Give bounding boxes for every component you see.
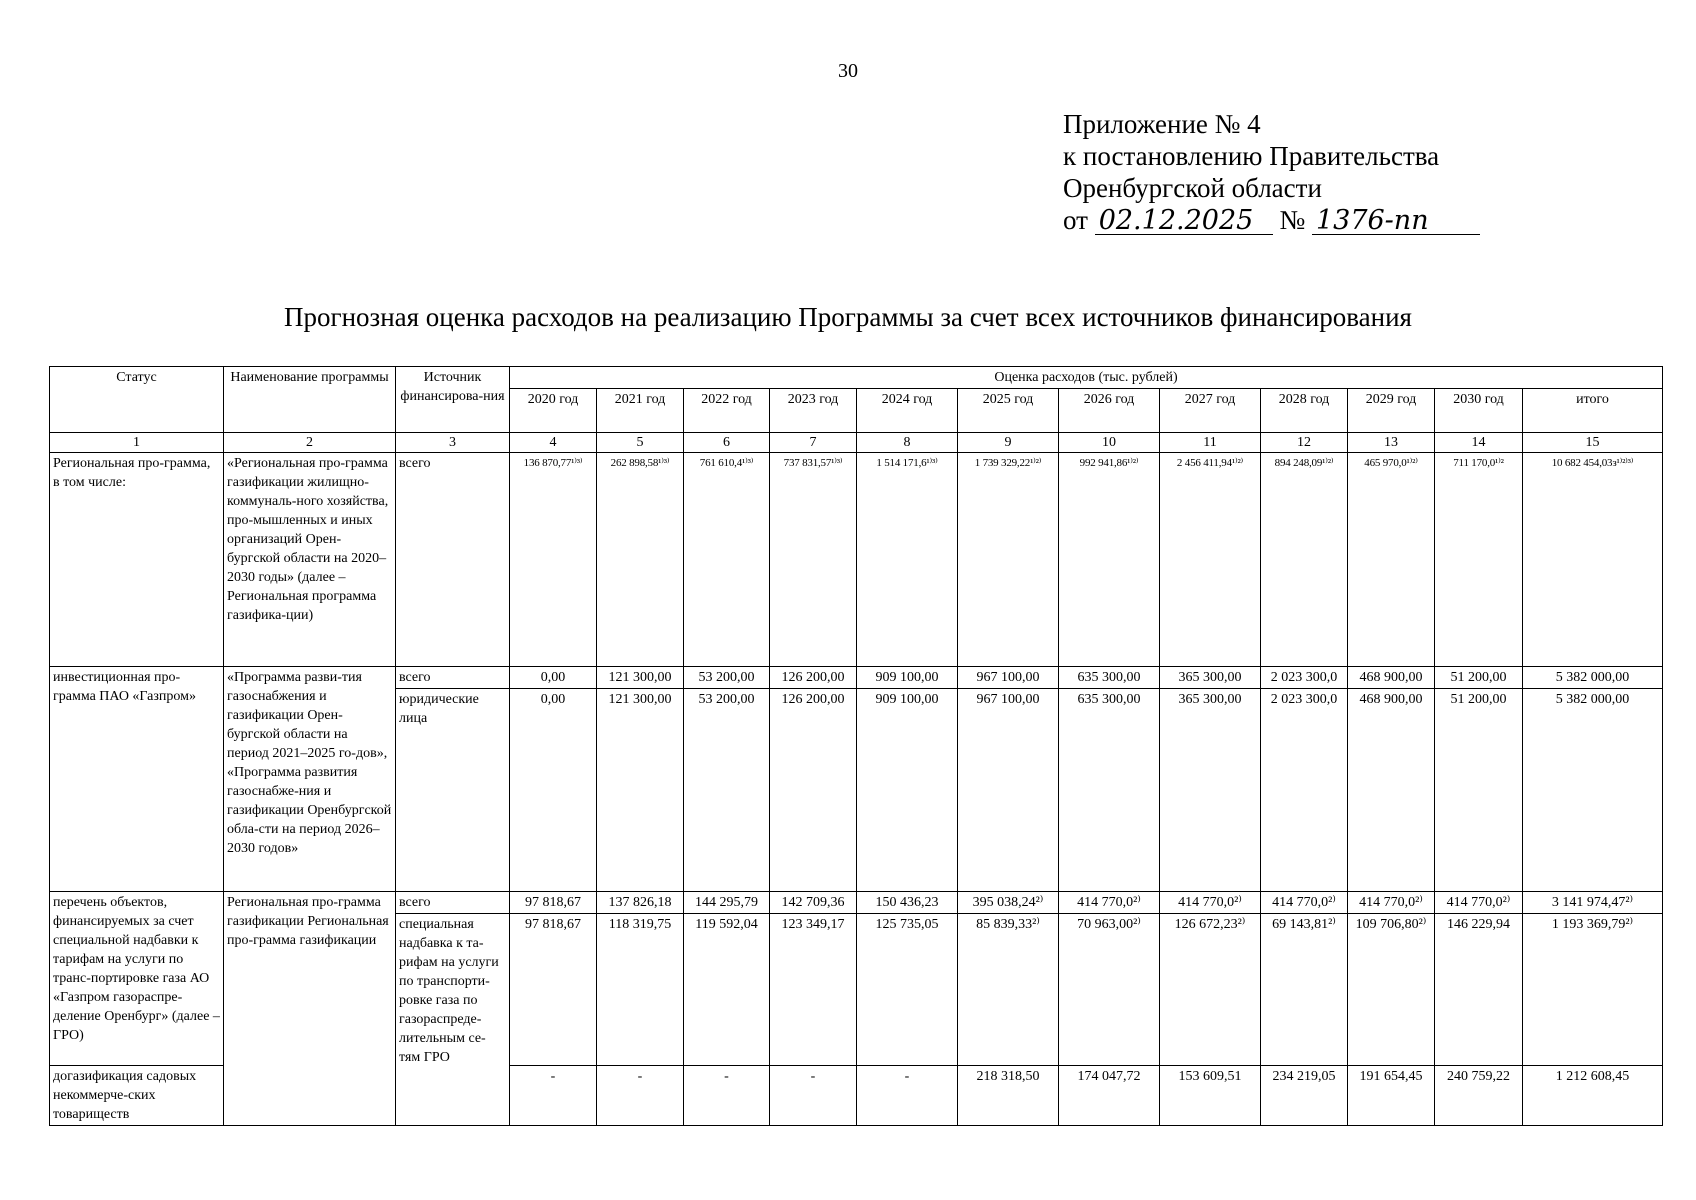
header-year: 2029 год [1348, 389, 1435, 433]
value-cell: 5 382 000,00 [1523, 689, 1663, 892]
value-cell: 894 248,09¹⁾²⁾ [1261, 453, 1348, 667]
value-cell: 69 143,81²⁾ [1261, 914, 1348, 1066]
value-cell: 635 300,00 [1059, 667, 1160, 689]
value-cell: 136 870,77¹⁾³⁾ [510, 453, 597, 667]
value-cell: 465 970,0¹⁾²⁾ [1348, 453, 1435, 667]
value-cell: 1 212 608,45 [1523, 1066, 1663, 1126]
value-cell: 0,00 [510, 667, 597, 689]
value-cell: 967 100,00 [958, 667, 1059, 689]
value-cell: 150 436,23 [857, 892, 958, 914]
value-cell: 97 818,67 [510, 892, 597, 914]
program-cell: «Региональная про-грамма газификации жилищно-коммуналь-ного хозяйства, про-мышленных и иных организаций Орен-бургской области на 2020–2030 годы» (далее – Региональная программа газифика-ции) [224, 453, 396, 667]
page-number: 30 [838, 60, 858, 82]
value-cell: 262 898,58¹⁾³⁾ [597, 453, 684, 667]
column-number: 14 [1435, 433, 1523, 453]
value-cell: 10 682 454,03з¹⁾²⁾³⁾ [1523, 453, 1663, 667]
column-number: 5 [597, 433, 684, 453]
header-year: 2027 год [1160, 389, 1261, 433]
header-year: 2025 год [958, 389, 1059, 433]
source-cell: всего [396, 667, 510, 689]
value-cell: - [770, 1066, 857, 1126]
value-cell: 635 300,00 [1059, 689, 1160, 892]
value-cell: 2 023 300,0 [1261, 689, 1348, 892]
handwritten-date: 02.12.2025 [1095, 208, 1273, 235]
value-cell: 146 229,94 [1435, 914, 1523, 1066]
value-cell: 395 038,24²⁾ [958, 892, 1059, 914]
column-number: 4 [510, 433, 597, 453]
value-cell: 1 514 171,6¹⁾³⁾ [857, 453, 958, 667]
header-year: 2020 год [510, 389, 597, 433]
header-estimate: Оценка расходов (тыс. рублей) [510, 367, 1663, 389]
header-program-name: Наименование программы [224, 367, 396, 433]
value-cell: 126 200,00 [770, 689, 857, 892]
table-row-gazprom-total [50, 667, 1663, 689]
column-number: 1 [50, 433, 224, 453]
value-cell: 53 200,00 [684, 667, 770, 689]
header-status: Статус [50, 367, 224, 433]
program-cell: «Программа разви-тия газоснабжения и газификации Орен-бургской области на период 2021–2025 го-дов», «Программа развития газоснабже-ния и газификации Оренбургской обла-сти на период 2026–2030 годов» [224, 667, 396, 892]
column-number: 15 [1523, 433, 1663, 453]
value-cell: 125 735,05 [857, 914, 958, 1066]
value-cell: 109 706,80²⁾ [1348, 914, 1435, 1066]
value-cell: 414 770,0²⁾ [1348, 892, 1435, 914]
appendix-resolution: к постановлению Правительства [1063, 141, 1440, 171]
value-cell: 191 654,45 [1348, 1066, 1435, 1126]
value-cell: 142 709,36 [770, 892, 857, 914]
value-cell: 123 349,17 [770, 914, 857, 1066]
value-cell: 234 219,05 [1261, 1066, 1348, 1126]
appendix-title: Приложение № 4 [1063, 109, 1261, 139]
column-number: 9 [958, 433, 1059, 453]
value-cell: 97 818,67 [510, 914, 597, 1066]
document-title: Прогнозная оценка расходов на реализацию Программы за счет всех источников финансирования [284, 302, 1412, 332]
value-cell: 414 770,0²⁾ [1059, 892, 1160, 914]
status-cell: догазификация садовых некоммерче-ских товариществ [50, 1066, 224, 1126]
column-number: 10 [1059, 433, 1160, 453]
value-cell: 1 739 329,22¹⁾²⁾ [958, 453, 1059, 667]
value-cell: 909 100,00 [857, 689, 958, 892]
value-cell: 118 319,75 [597, 914, 684, 1066]
source-cell: юридические лица [396, 689, 510, 892]
header-source: Источник финансирова-ния [396, 367, 510, 433]
value-cell: 737 831,57¹⁾³⁾ [770, 453, 857, 667]
column-number: 2 [224, 433, 396, 453]
value-cell: 174 047,72 [1059, 1066, 1160, 1126]
value-cell: 85 839,33²⁾ [958, 914, 1059, 1066]
source-cell: всего [396, 892, 510, 914]
program-cell: Региональная про-грамма газификации Региональная про-грамма газификации [224, 892, 396, 1126]
column-number: 8 [857, 433, 958, 453]
value-cell: 119 592,04 [684, 914, 770, 1066]
value-cell: 1 193 369,79²⁾ [1523, 914, 1663, 1066]
value-cell: 414 770,0²⁾ [1160, 892, 1261, 914]
value-cell: 365 300,00 [1160, 689, 1261, 892]
header-year: 2028 год [1261, 389, 1348, 433]
column-number: 11 [1160, 433, 1261, 453]
value-cell: 2 456 411,94¹⁾²⁾ [1160, 453, 1261, 667]
number-label: № [1279, 205, 1306, 235]
handwritten-number: 1376-пп [1312, 208, 1480, 235]
value-cell: - [857, 1066, 958, 1126]
column-number: 13 [1348, 433, 1435, 453]
source-cell: специальная надбавка к та-рифам на услуги по транспорти-ровке газа по газораспреде-лительным се-тям ГРО [396, 914, 510, 1126]
header-row-top [50, 367, 1663, 389]
column-number: 6 [684, 433, 770, 453]
value-cell: - [684, 1066, 770, 1126]
value-cell: 365 300,00 [1160, 667, 1261, 689]
value-cell: 121 300,00 [597, 667, 684, 689]
column-number: 3 [396, 433, 510, 453]
header-year: 2030 год [1435, 389, 1523, 433]
column-number: 12 [1261, 433, 1348, 453]
column-number-row [50, 433, 1663, 453]
value-cell: 51 200,00 [1435, 689, 1523, 892]
value-cell: 126 200,00 [770, 667, 857, 689]
value-cell: 992 941,86¹⁾²⁾ [1059, 453, 1160, 667]
value-cell: 144 295,79 [684, 892, 770, 914]
source-cell: всего [396, 453, 510, 667]
status-cell: инвестиционная про-грамма ПАО «Газпром» [50, 667, 224, 892]
header-year: 2024 год [857, 389, 958, 433]
value-cell: 414 770,0²⁾ [1261, 892, 1348, 914]
value-cell: 468 900,00 [1348, 689, 1435, 892]
header-year: 2021 год [597, 389, 684, 433]
value-cell: 121 300,00 [597, 689, 684, 892]
value-cell: 137 826,18 [597, 892, 684, 914]
appendix-region: Оренбургской области [1063, 173, 1322, 203]
status-cell: перечень объектов, финансируемых за счет специальной надбавки к тарифам на услуги по транс-портировке газа АО «Газпром газораспре-деление Оренбург» (далее – ГРО) [50, 892, 224, 1066]
header-year: 2023 год [770, 389, 857, 433]
value-cell: 711 170,0¹⁾² [1435, 453, 1523, 667]
header-year: 2026 год [1059, 389, 1160, 433]
header-total: итого [1523, 389, 1663, 433]
value-cell: 3 141 974,47²⁾ [1523, 892, 1663, 914]
status-cell: Региональная про-грамма, в том числе: [50, 453, 224, 667]
value-cell: - [597, 1066, 684, 1126]
value-cell: 414 770,0²⁾ [1435, 892, 1523, 914]
table-row-regional [50, 453, 1663, 667]
value-cell: 153 609,51 [1160, 1066, 1261, 1126]
table-row-objects-total [50, 892, 1663, 914]
value-cell: 126 672,23²⁾ [1160, 914, 1261, 1066]
value-cell: 0,00 [510, 689, 597, 892]
from-label: от [1063, 205, 1088, 235]
header-year: 2022 год [684, 389, 770, 433]
value-cell: 53 200,00 [684, 689, 770, 892]
value-cell: 2 023 300,0 [1261, 667, 1348, 689]
value-cell: 967 100,00 [958, 689, 1059, 892]
value-cell: 761 610,4¹⁾³⁾ [684, 453, 770, 667]
value-cell: - [510, 1066, 597, 1126]
value-cell: 240 759,22 [1435, 1066, 1523, 1126]
expenditure-table [49, 366, 1663, 1126]
value-cell: 218 318,50 [958, 1066, 1059, 1126]
value-cell: 5 382 000,00 [1523, 667, 1663, 689]
value-cell: 51 200,00 [1435, 667, 1523, 689]
column-number: 7 [770, 433, 857, 453]
value-cell: 909 100,00 [857, 667, 958, 689]
appendix-date-line [1063, 204, 1480, 236]
value-cell: 468 900,00 [1348, 667, 1435, 689]
appendix-block [1063, 108, 1480, 236]
value-cell: 70 963,00²⁾ [1059, 914, 1160, 1066]
